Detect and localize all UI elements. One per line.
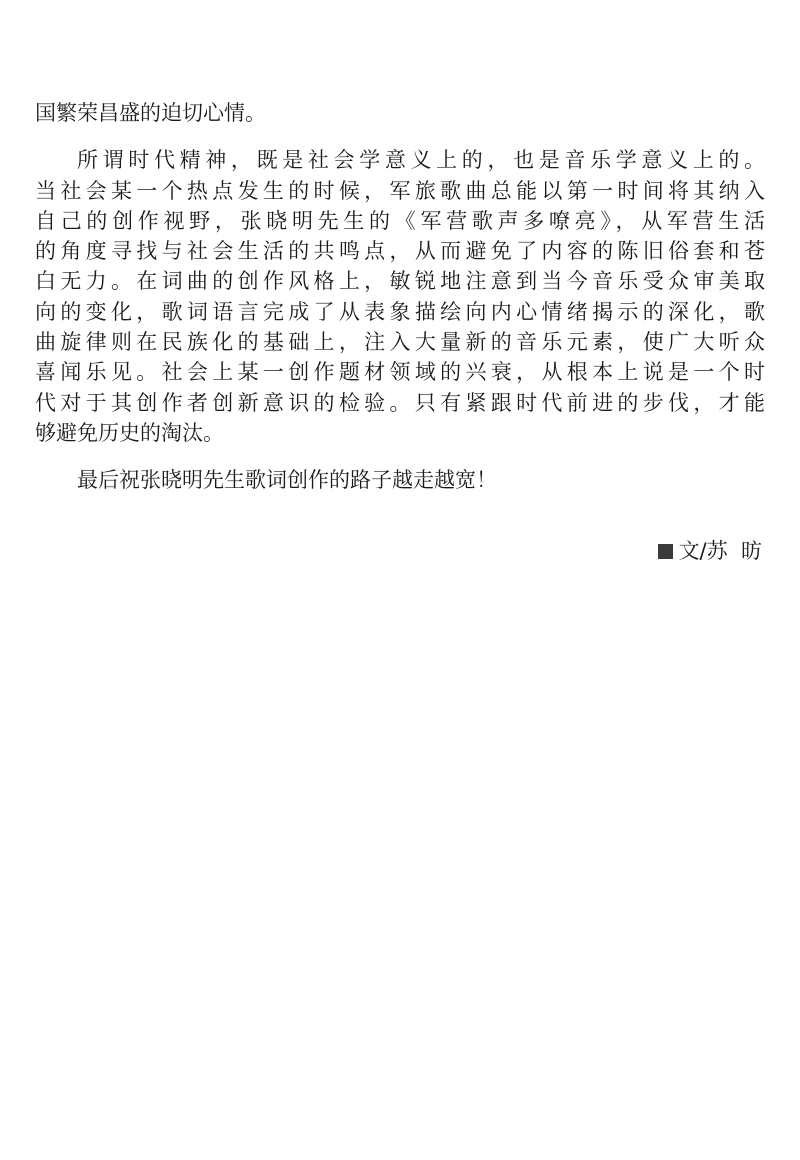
paragraph-line: 国繁荣昌盛的迫切心情。 — [35, 101, 266, 125]
paragraph-line: 所谓时代精神，既是社会学意义上的，也是音乐学意义上的。 — [77, 148, 765, 173]
paragraph-line: 的角度寻找与社会生活的共鸣点，从而避免了内容的陈旧俗套和苍 — [35, 239, 765, 264]
paragraph-gap — [35, 448, 765, 465]
paragraph-line: 最后祝张晓明先生歌词创作的路子越走越宽！ — [77, 468, 497, 493]
square-bullet-icon — [658, 544, 673, 559]
article-body — [35, 98, 765, 496]
author-signature — [658, 536, 762, 566]
paragraph-line: 代对于其创作者创新意识的检验。只有紧跟时代前进的步伐，才能 — [35, 390, 765, 415]
paragraph-gap — [35, 128, 765, 145]
paragraph-line: 自己的创作视野，张晓明先生的《军营歌声多嘹亮》，从军营生活 — [35, 208, 765, 233]
paragraph-line: 白无力。在词曲的创作风格上，敏锐地注意到当今音乐受众审美取 — [35, 269, 765, 294]
paragraph-line: 当社会某一个热点发生的时候，军旅歌曲总能以第一时间将其纳入 — [35, 178, 765, 203]
paragraph-line: 够避免历史的淘汰。 — [35, 420, 224, 445]
author-name: 文/苏 昉 — [678, 539, 762, 563]
paragraph-line: 向的变化，歌词语言完成了从表象描绘向内心情绪揭示的深化，歌 — [35, 299, 765, 324]
paragraph-line: 曲旋律则在民族化的基础上，注入大量新的音乐元素，使广大听众 — [35, 330, 765, 355]
paragraph-line: 喜闻乐见。社会上某一创作题材领域的兴衰，从根本上说是一个时 — [35, 360, 765, 385]
